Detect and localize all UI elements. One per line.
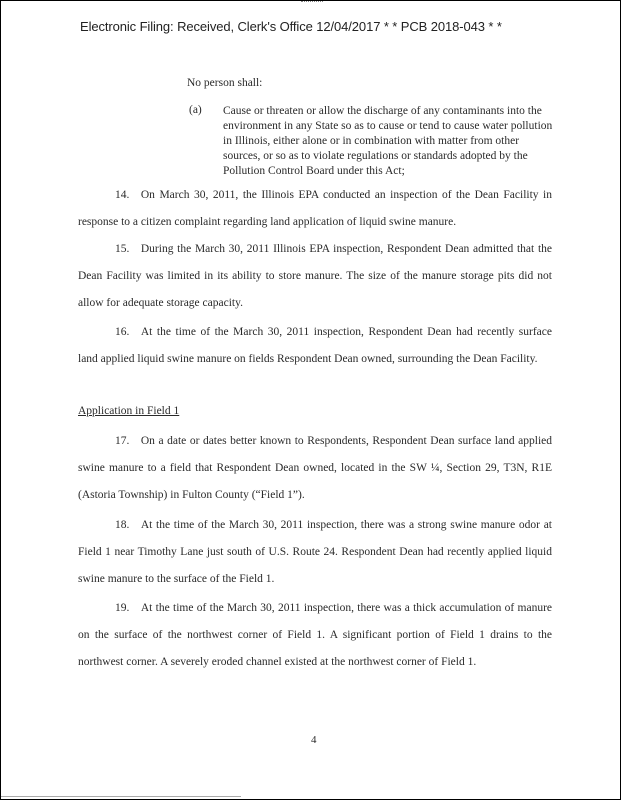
paragraph-16: 16. At the time of the March 30, 2011 inspection, Respondent Dean had recently surface land applied liquid swine manure on fields Respondent Dean owned, surrounding the Dean Facility. bbox=[78, 326, 552, 365]
paragraph-17: 17. On a date or dates better known to Respondents, Respondent Dean surface land applied swine manure to a field that Respondent Dean owned, located in the SW ¼, Section 29, T3N, R1E (Astoria Township) in Fulton County (“Field 1”). bbox=[78, 435, 552, 501]
statute-clause-text: Cause or threaten or allow the discharge of any contaminants into the environment in any State so as to cause or tend to cause water pollution in Illinois, either alone or in combination with matter from other sources, or so as to violate regulations or standards adopted by the Pollution Control Board under this Act; bbox=[223, 105, 553, 177]
statute-clause-label: (a) bbox=[189, 104, 202, 116]
page-number: 4 bbox=[311, 734, 317, 746]
paragraph-19: 19. At the time of the March 30, 2011 inspection, there was a thick accumulation of manure on the surface of the northwest corner of Field 1. A significant portion of Field 1 drains to the northwest corner. A severely eroded channel existed at the northwest corner of Field 1. bbox=[78, 602, 552, 668]
statute-intro: No person shall: bbox=[187, 77, 263, 89]
paragraph-18: 18. At the time of the March 30, 2011 inspection, there was a strong swine manure odor at Field 1 near Timothy Lane just south of U.S. Route 24. Respondent Dean had recently applied liquid swine manure to the surface of the Field 1. bbox=[78, 519, 552, 585]
filing-stamp: Electronic Filing: Received, Clerk's Office 12/04/2017 * * PCB 2018-043 * * bbox=[80, 19, 502, 34]
paragraph-15: 15. During the March 30, 2011 Illinois EPA inspection, Respondent Dean admitted that the Dean Facility was limited in its ability to store manure. The size of the manure storage pits did not allow for adequate storage capacity. bbox=[78, 243, 552, 309]
top-edge-mark bbox=[301, 1, 323, 2]
bottom-edge-mark bbox=[1, 796, 241, 797]
paragraph-14: 14. On March 30, 2011, the Illinois EPA conducted an inspection of the Dean Facility in response to a citizen complaint regarding land application of liquid swine manure. bbox=[78, 189, 552, 228]
section-heading: Application in Field 1 bbox=[78, 405, 180, 417]
